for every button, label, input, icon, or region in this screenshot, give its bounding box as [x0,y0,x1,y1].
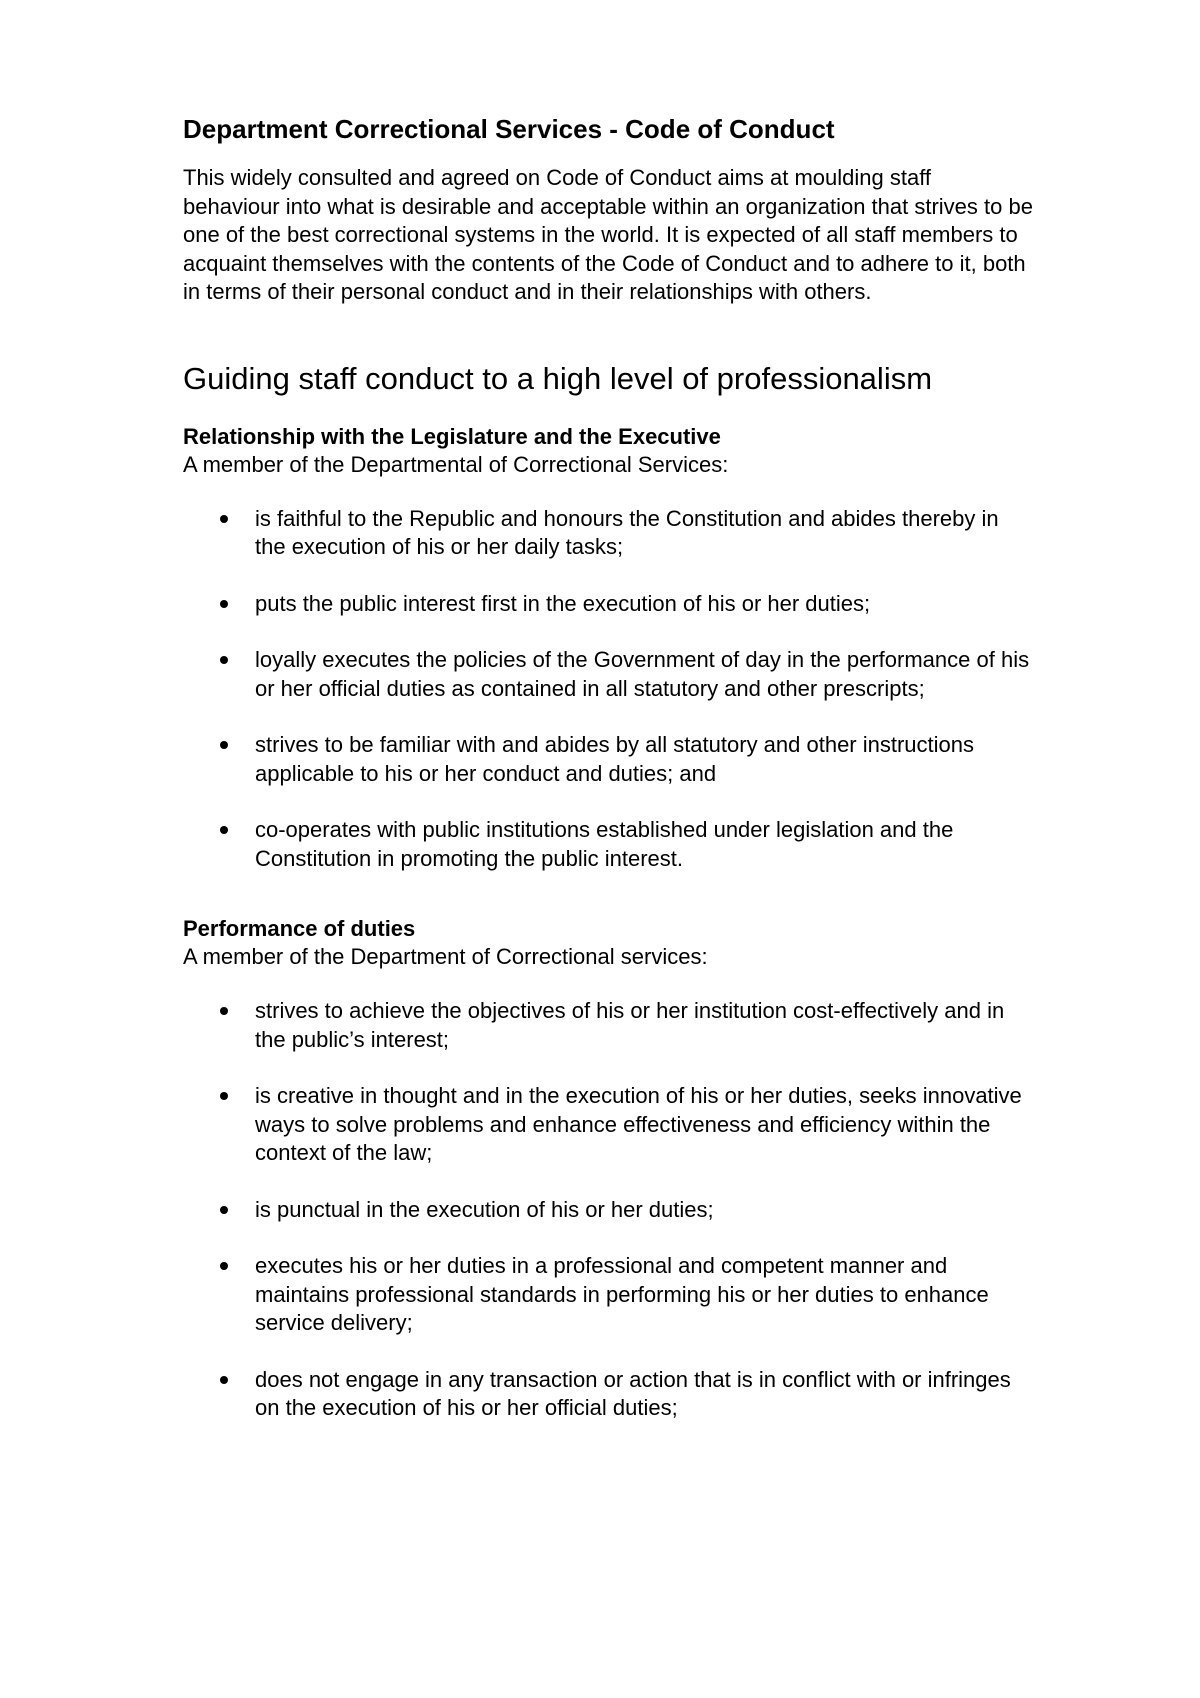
bullet-icon [220,600,228,608]
list-item-text: loyally executes the policies of the Government of day in the performance of his or her official duties as contained in all statutory and other prescripts; [255,647,1030,701]
list-item [183,816,1033,873]
subsection-heading: Relationship with the Legislature and the Executive [183,423,721,449]
bullet-icon [220,1376,228,1384]
list-item-text: co-operates with public institutions established under legislation and the Constitution in promoting the public interest. [255,817,954,871]
bullet-icon [220,656,228,664]
intro-paragraph: This widely consulted and agreed on Code of Conduct aims at moulding staff behaviour into what is desirable and acceptable within an organization that strives to be one of the best correctional systems in the world. It is expected of all staff members to acquaint themselves with the contents of the Code of Conduct and to adhere to it, both in terms of their personal conduct and in their relationships with others. [183,165,1033,304]
subsection-performance [183,915,1033,1423]
bullet-list [183,997,1033,1423]
list-item-text: is faithful to the Republic and honours the Constitution and abides thereby in the execution of his or her daily tasks; [255,505,999,559]
list-item-text: strives to achieve the objectives of his or her institution cost-effectively and in the public’s interest; [255,998,1005,1052]
list-item-text: is creative in thought and in the execution of his or her duties, seeks innovative ways to solve problems and enhance effectiveness and efficiency within the context of the law; [255,1083,1022,1165]
bullet-icon [220,515,228,523]
list-item [183,1196,1033,1225]
bullet-list [183,505,1033,874]
subsection-lead: A member of the Department of Correctional services: [183,944,708,969]
bullet-icon [220,1007,228,1015]
list-item [183,731,1033,788]
document-title: Department Correctional Services - Code of Conduct [183,114,835,144]
subsection-lead: A member of the Departmental of Correctional Services: [183,451,729,477]
bullet-icon [220,1206,228,1214]
list-item-text: puts the public interest first in the execution of his or her duties; [255,590,871,616]
list-item-text: does not engage in any transaction or action that is in conflict with or infringes on the execution of his or her official duties; [255,1366,1011,1420]
list-item [183,1366,1033,1423]
bullet-icon [220,826,228,834]
list-item-text: strives to be familiar with and abides by all statutory and other instructions applicable to his or her conduct and duties; and [255,732,975,786]
list-item [183,590,1033,619]
bullet-icon [220,741,228,749]
subsection-legislature [183,423,1033,874]
bullet-icon [220,1092,228,1100]
document-page [183,112,1033,1451]
list-item [183,505,1033,562]
list-item-text: is punctual in the execution of his or her duties; [255,1196,714,1222]
subsection-heading: Performance of duties [183,916,416,941]
bullet-icon [220,1262,228,1270]
section-heading: Guiding staff conduct to a high level of professionalism [183,360,933,396]
list-item [183,997,1033,1054]
list-item [183,1082,1033,1168]
list-item [183,646,1033,703]
list-item-text: executes his or her duties in a professional and competent manner and maintains professional standards in performing his or her duties to enhance service delivery; [255,1253,989,1335]
list-item [183,1252,1033,1338]
